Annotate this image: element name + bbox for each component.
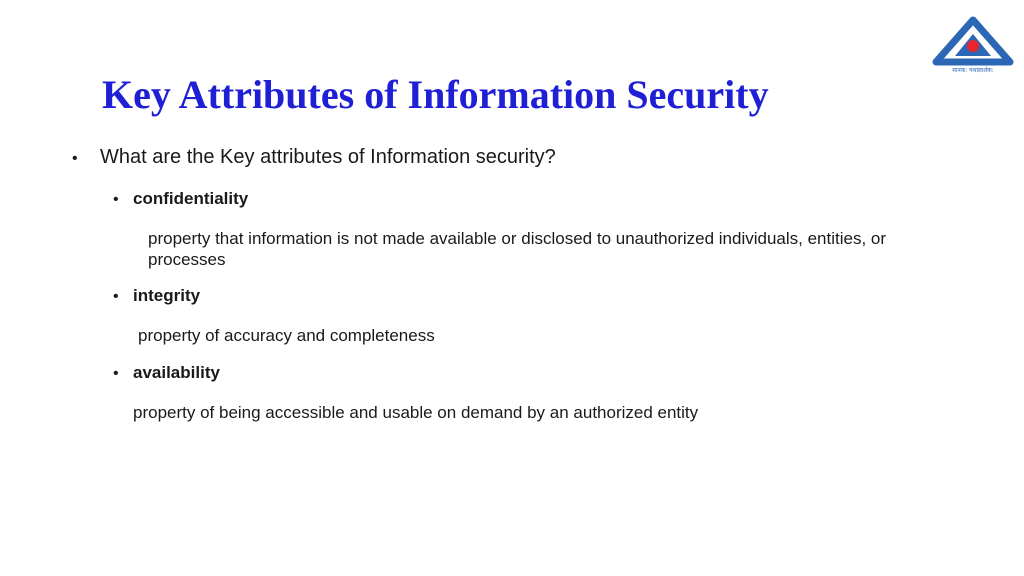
bullet-icon: • [113,191,119,208]
attribute-name: confidentiality [133,189,249,208]
slide-title: Key Attributes of Information Security [102,72,769,117]
question-bullet [72,146,556,169]
bis-logo-icon [930,16,1016,74]
bullet-icon: • [72,150,78,167]
attribute-name: integrity [133,286,201,305]
attribute-description: property that information is not made available or disclosed to unauthorized individuals, entities, or processes [148,229,887,269]
attribute-bullet-availability [113,363,220,383]
attribute-name: availability [133,363,220,382]
svg-text:मानक: पथप्रदर्शक:: मानक: पथप्रदर्शक: [952,67,994,74]
attribute-bullet-confidentiality [113,189,248,209]
attribute-bullet-integrity [113,286,200,306]
question-text: What are the Key attributes of Information security? [100,146,556,168]
attribute-description: property of accuracy and completeness [138,326,435,345]
bullet-icon: • [113,288,119,305]
attribute-description: property of being accessible and usable on demand by an authorized entity [133,403,699,422]
bullet-icon: • [113,365,119,382]
